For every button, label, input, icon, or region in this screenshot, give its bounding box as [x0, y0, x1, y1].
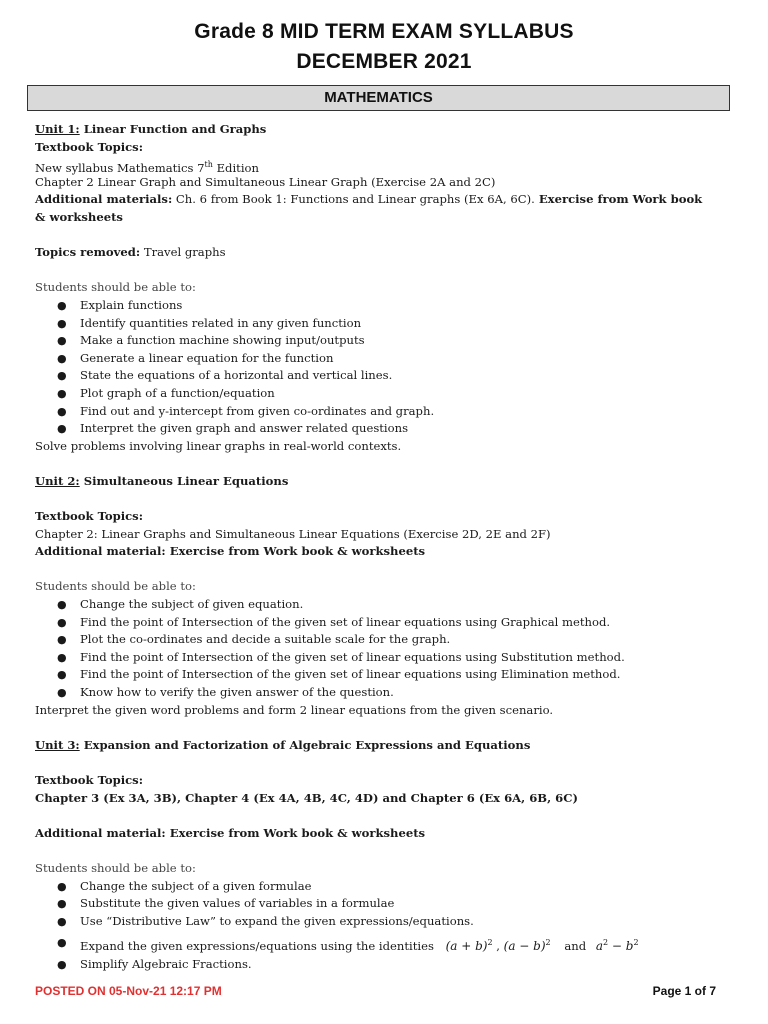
unit1-closing: Solve problems involving linear graphs in real-world contexts. — [35, 438, 402, 453]
list-item: ● Know how to verify the given answer of the question. — [35, 684, 735, 702]
unit1-intro: Students should be able to: — [35, 280, 196, 295]
list-item: ● Find out and y-intercept from given co-ordinates and graph. — [35, 403, 735, 421]
unit3-label: Unit 3: — [35, 737, 80, 752]
identity-and: and — [564, 939, 587, 954]
list-item: ● Use “Distributive Law” to expand the given expressions/equations. — [35, 913, 735, 931]
unit3-chapters: Chapter 3 (Ex 3A, 3B), Chapter 4 (Ex 4A, 4B, 4C, 4D) and Chapter 6 (Ex 6A, 6B, 6C) — [35, 790, 578, 805]
bullet-icon: ● — [57, 598, 67, 612]
bullet-icon: ● — [57, 633, 67, 647]
unit1-objectives-list — [35, 297, 735, 438]
posted-timestamp: POSTED ON 05-Nov-21 12:17 PM — [35, 984, 222, 998]
unit1-book-name: New syllabus Mathematics 7 — [35, 161, 205, 176]
list-item: ● Find the point of Intersection of the given set of linear equations using Elimination method. — [35, 666, 735, 684]
unit2-objectives-list — [35, 596, 735, 702]
list-item: ● Simplify Algebraic Fractions. — [35, 956, 735, 974]
unit1-title: Linear Function and Graphs — [79, 122, 267, 136]
unit1-textbook-label: Textbook Topics: — [35, 139, 143, 154]
unit2-additional: Additional material: Exercise from Work book & worksheets — [35, 544, 426, 559]
bullet-icon: ● — [57, 422, 67, 436]
unit1-additional-text: Ch. 6 from Book 1: Functions and Linear graphs (Ex 6A, 6C). — [172, 192, 535, 207]
unit2-chapter: Chapter 2: Linear Graphs and Simultaneous Linear Equations (Exercise 2D, 2E and 2F) — [35, 526, 551, 541]
unit2-intro: Students should be able to: — [35, 579, 196, 594]
identity-diff-of-squares: $a^2 - b^2$ — [595, 938, 639, 954]
unit1-heading — [35, 121, 735, 139]
bullet-icon: ● — [57, 936, 67, 950]
unit1-additional-label: Additional materials: — [35, 192, 173, 207]
unit1-additional-bold2: & worksheets — [35, 209, 123, 224]
unit3-additional: Additional material: Exercise from Work book & worksheets — [35, 825, 426, 840]
unit2-label: Unit 2: — [35, 473, 80, 488]
identity-text: Expand the given expressions/equations using the identities — [80, 939, 434, 954]
list-item: ● State the equations of a horizontal and vertical lines. — [35, 367, 735, 385]
bullet-icon: ● — [57, 369, 67, 383]
bullet-icon: ● — [57, 897, 67, 911]
bullet-icon: ● — [57, 668, 67, 682]
syllabus-body — [35, 121, 735, 974]
list-item-identities: ● Expand the given expressions/equations using the identities $(a + b)^2$ , $(a - b)^2$ and $a^2 - b^2$ — [35, 930, 735, 956]
bullet-icon: ● — [57, 298, 67, 312]
unit2-textbook-label: Textbook Topics: — [35, 509, 143, 524]
list-item: ● Plot graph of a function/equation — [35, 385, 735, 403]
page-title: Grade 8 MID TERM EXAM SYLLABUS — [194, 20, 574, 43]
unit1-removed-label: Topics removed: — [35, 245, 141, 260]
bullet-icon: ● — [57, 914, 67, 928]
list-item: ● Change the subject of a given formulae — [35, 878, 735, 896]
list-item: ● Substitute the given values of variables in a formulae — [35, 895, 735, 913]
unit3-intro: Students should be able to: — [35, 860, 196, 875]
bullet-icon: ● — [57, 958, 67, 972]
unit3-title: Expansion and Factorization of Algebraic Expressions and Equations — [79, 737, 531, 752]
unit1-removed — [35, 244, 735, 262]
unit1-chapter: Chapter 2 Linear Graph and Simultaneous Linear Graph (Exercise 2A and 2C) — [35, 174, 496, 189]
bullet-icon: ● — [57, 334, 67, 348]
unit1-book-sup: th — [204, 160, 213, 170]
unit1-additional-bold: Exercise from Work book — [534, 192, 703, 207]
page-number: Page 1 of 7 — [652, 984, 716, 998]
bullet-icon: ● — [57, 650, 67, 664]
identity-sum-square: $(a + b)^2$ — [445, 938, 493, 954]
subject-header: MATHEMATICS — [27, 85, 730, 111]
unit1-label: Unit 1: — [35, 122, 80, 136]
unit2-title: Simultaneous Linear Equations — [79, 473, 289, 488]
bullet-icon: ● — [57, 316, 67, 330]
list-item: ● Identify quantities related in any given function — [35, 315, 735, 333]
list-item: ● Plot the co-ordinates and decide a suitable scale for the graph. — [35, 631, 735, 649]
unit3-heading — [35, 737, 735, 755]
list-item: ● Make a function machine showing input/outputs — [35, 332, 735, 350]
list-item: ● Find the point of Intersection of the given set of linear equations using Graphical method. — [35, 614, 735, 632]
list-item: ● Change the subject of given equation. — [35, 596, 735, 614]
bullet-icon: ● — [57, 686, 67, 699]
list-item: ● Find the point of Intersection of the given set of linear equations using Substitution method. — [35, 649, 735, 667]
unit3-objectives-list — [35, 878, 735, 974]
unit1-additional — [35, 191, 735, 209]
unit1-book — [35, 156, 735, 174]
bullet-icon: ● — [57, 615, 67, 629]
unit2-heading — [35, 473, 735, 491]
bullet-icon: ● — [57, 386, 67, 400]
list-item: ● Interpret the given graph and answer related questions — [35, 420, 735, 438]
unit2-closing: Interpret the given word problems and form 2 linear equations from the given scenario. — [35, 702, 554, 717]
bullet-icon: ● — [57, 351, 67, 365]
unit1-removed-text: Travel graphs — [140, 245, 226, 260]
identity-diff-square: $(a - b)^2$ — [503, 938, 551, 954]
bullet-icon: ● — [57, 404, 67, 418]
page-subtitle-date: DECEMBER 2021 — [296, 50, 472, 73]
unit3-textbook-label: Textbook Topics: — [35, 772, 143, 787]
list-item: ● Generate a linear equation for the function — [35, 350, 735, 368]
bullet-icon: ● — [57, 879, 67, 893]
list-item: ● Explain functions — [35, 297, 735, 315]
unit1-book-suffix: Edition — [212, 161, 259, 176]
